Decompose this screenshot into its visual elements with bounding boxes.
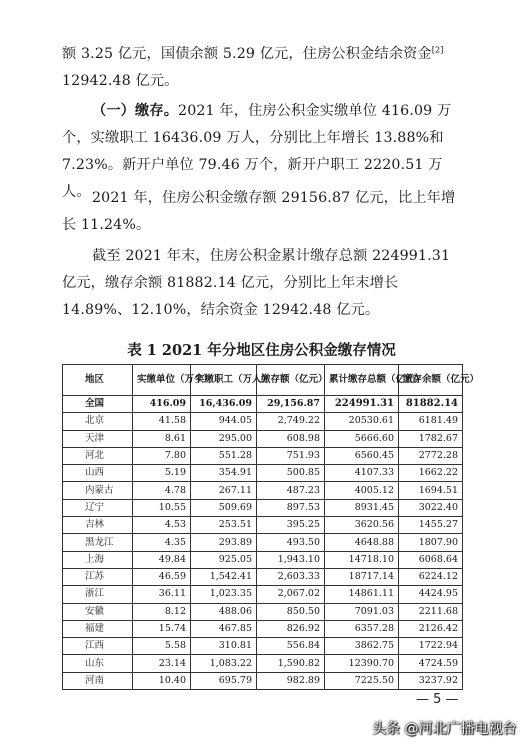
value-cell: 982.89 — [257, 672, 325, 689]
value-cell: 6068.64 — [399, 551, 463, 568]
value-cell: 16,436.09 — [191, 396, 257, 413]
table-row — [63, 551, 463, 568]
region-cell: 内蒙古 — [63, 482, 133, 499]
value-cell: 488.06 — [191, 603, 257, 620]
value-cell: 293.89 — [191, 534, 257, 551]
value-cell: 1,083.22 — [191, 655, 257, 672]
value-cell: 14861.11 — [325, 586, 399, 603]
value-cell: 81882.14 — [399, 396, 463, 413]
value-cell: 2,749.22 — [257, 413, 325, 430]
value-cell: 2772.28 — [399, 447, 463, 464]
value-cell: 6560.45 — [325, 447, 399, 464]
value-cell: 493.50 — [257, 534, 325, 551]
column-header: 实缴职工（万人） — [191, 365, 257, 396]
paragraph-text: 截至 2021 年末，住房公积金累计缴存总额 224991.31 亿元，缴存余额 81882.14 亿元，分别比上年末增长 14.89%、12.10%，结余资金 12942.48 亿元。 — [62, 248, 451, 318]
table-title: 表 1 2021 年分地区住房公积金缴存情况 — [127, 342, 396, 359]
column-header: 缴存额（亿元） — [257, 365, 325, 396]
value-cell: 5666.60 — [325, 430, 399, 447]
paragraph-text: 额 3.25 亿元，国债余额 5.29 亿元，住房公积金结余资金 — [62, 46, 432, 62]
region-cell: 天津 — [63, 430, 133, 447]
table-row-total — [63, 396, 463, 413]
value-cell: 2,067.02 — [257, 586, 325, 603]
region-cell: 北京 — [63, 413, 133, 430]
value-cell: 1,023.35 — [191, 586, 257, 603]
footnote-marker: [2] — [431, 45, 444, 55]
region-cell: 河北 — [63, 447, 133, 464]
region-cell: 黑龙江 — [63, 534, 133, 551]
paragraph-cumulative — [62, 243, 462, 324]
value-cell: 253.51 — [191, 517, 257, 534]
table-row — [63, 655, 463, 672]
paragraph-text: 2021 年，住房公积金实缴单位 416.09 万个，实缴职工 16436.09 万人，分别比上年增长 13.88%和 7.23%。新开户单位 79.46 万个，新开户职工 2220.51 万人。 — [62, 103, 452, 200]
table-row — [63, 413, 463, 430]
value-cell: 500.85 — [257, 465, 325, 482]
value-cell: 310.81 — [191, 638, 257, 655]
section-heading: （一）缴存。 — [92, 103, 179, 119]
region-cell: 吉林 — [63, 517, 133, 534]
table-row — [63, 603, 463, 620]
table-row — [63, 430, 463, 447]
table-row — [63, 568, 463, 585]
value-cell: 1,542.41 — [191, 568, 257, 585]
region-cell: 福建 — [63, 620, 133, 637]
table-row — [63, 534, 463, 551]
value-cell: 3022.40 — [399, 499, 463, 516]
value-cell: 1,943.10 — [257, 551, 325, 568]
table-row — [63, 620, 463, 637]
value-cell: 556.84 — [257, 638, 325, 655]
value-cell: 487.23 — [257, 482, 325, 499]
region-cell: 山东 — [63, 655, 133, 672]
value-cell: 2,603.33 — [257, 568, 325, 585]
value-cell: 850.50 — [257, 603, 325, 620]
value-cell: 1662.22 — [399, 465, 463, 482]
column-header: 地区 — [63, 365, 133, 396]
value-cell: 4107.33 — [325, 465, 399, 482]
table-row — [63, 672, 463, 689]
value-cell: 509.69 — [191, 499, 257, 516]
table-row — [63, 447, 463, 464]
value-cell: 10.40 — [133, 672, 191, 689]
value-cell: 2126.42 — [399, 620, 463, 637]
value-cell: 6181.49 — [399, 413, 463, 430]
table-row — [63, 482, 463, 499]
value-cell: 4005.12 — [325, 482, 399, 499]
value-cell: 4.78 — [133, 482, 191, 499]
value-cell: 7225.50 — [325, 672, 399, 689]
table-row — [63, 517, 463, 534]
value-cell: 267.11 — [191, 482, 257, 499]
value-cell: 1782.67 — [399, 430, 463, 447]
value-cell: 8.12 — [133, 603, 191, 620]
value-cell: 1807.90 — [399, 534, 463, 551]
paragraph-text: 12942.48 亿元。 — [62, 73, 179, 89]
value-cell: 1722.94 — [399, 638, 463, 655]
paragraph-text: 2021 年，住房公积金缴存额 29156.87 亿元，比上年增长 11.24%。 — [62, 190, 456, 233]
value-cell: 23.14 — [133, 655, 191, 672]
value-cell: 354.91 — [191, 465, 257, 482]
value-cell: 41.58 — [133, 413, 191, 430]
value-cell: 1694.51 — [399, 482, 463, 499]
table-row — [63, 638, 463, 655]
value-cell: 4648.88 — [325, 534, 399, 551]
value-cell: 4.53 — [133, 517, 191, 534]
regional-deposit-table — [62, 364, 480, 690]
value-cell: 20530.61 — [325, 413, 399, 430]
value-cell: 897.53 — [257, 499, 325, 516]
value-cell: 224991.31 — [325, 396, 399, 413]
value-cell: 925.05 — [191, 551, 257, 568]
value-cell: 608.98 — [257, 430, 325, 447]
value-cell: 8.61 — [133, 430, 191, 447]
table-row — [63, 465, 463, 482]
value-cell: 3237.92 — [399, 672, 463, 689]
value-cell: 695.79 — [191, 672, 257, 689]
value-cell: 2211.68 — [399, 603, 463, 620]
value-cell: 15.74 — [133, 620, 191, 637]
value-cell: 751.93 — [257, 447, 325, 464]
region-cell: 河南 — [63, 672, 133, 689]
value-cell: 467.85 — [191, 620, 257, 637]
value-cell: 4.35 — [133, 534, 191, 551]
page-number: — 5 — — [416, 692, 459, 707]
paragraph-continuation — [62, 41, 462, 95]
value-cell: 6357.28 — [325, 620, 399, 637]
value-cell: 5.19 — [133, 465, 191, 482]
value-cell: 395.25 — [257, 517, 325, 534]
value-cell: 1455.27 — [399, 517, 463, 534]
table-row — [63, 499, 463, 516]
value-cell: 4424.95 — [399, 586, 463, 603]
value-cell: 3862.75 — [325, 638, 399, 655]
table-row — [63, 586, 463, 603]
value-cell: 1,590.82 — [257, 655, 325, 672]
value-cell: 6224.12 — [399, 568, 463, 585]
region-cell: 江苏 — [63, 568, 133, 585]
value-cell: 3620.56 — [325, 517, 399, 534]
value-cell: 49.84 — [133, 551, 191, 568]
value-cell: 46.59 — [133, 568, 191, 585]
column-header: 实缴单位（万个） — [133, 365, 191, 396]
value-cell: 7091.03 — [325, 603, 399, 620]
value-cell: 18717.14 — [325, 568, 399, 585]
column-header: 缴存余额（亿元） — [399, 365, 463, 396]
value-cell: 8931.45 — [325, 499, 399, 516]
value-cell: 295.00 — [191, 430, 257, 447]
value-cell: 4724.59 — [399, 655, 463, 672]
region-cell: 浙江 — [63, 586, 133, 603]
region-cell: 山西 — [63, 465, 133, 482]
watermark: 头条 @河北广播电视台 — [372, 721, 517, 737]
value-cell: 29,156.87 — [257, 396, 325, 413]
value-cell: 826.92 — [257, 620, 325, 637]
value-cell: 12390.70 — [325, 655, 399, 672]
value-cell: 14718.10 — [325, 551, 399, 568]
value-cell: 7.80 — [133, 447, 191, 464]
value-cell: 416.09 — [133, 396, 191, 413]
region-cell: 江西 — [63, 638, 133, 655]
paragraph-deposit-amount — [62, 185, 462, 239]
value-cell: 944.05 — [191, 413, 257, 430]
region-cell: 辽宁 — [63, 499, 133, 516]
value-cell: 5.58 — [133, 638, 191, 655]
region-cell: 全国 — [63, 396, 133, 413]
table-header-row — [63, 365, 463, 396]
value-cell: 10.55 — [133, 499, 191, 516]
column-header: 累计缴存总额（亿元） — [325, 365, 399, 396]
region-cell: 安徽 — [63, 603, 133, 620]
value-cell: 551.28 — [191, 447, 257, 464]
region-cell: 上海 — [63, 551, 133, 568]
value-cell: 36.11 — [133, 586, 191, 603]
